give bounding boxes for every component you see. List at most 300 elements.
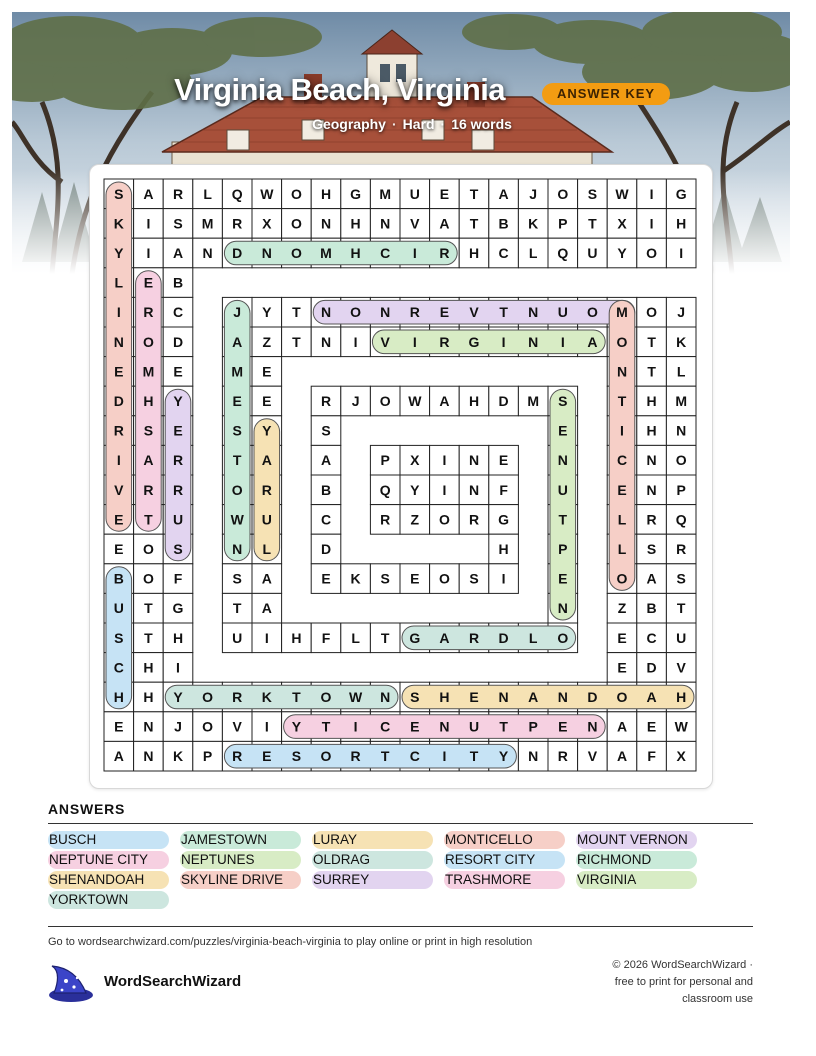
grid-letter: E bbox=[646, 718, 657, 735]
grid-letter: I bbox=[442, 452, 447, 469]
grid-letter: H bbox=[468, 393, 480, 409]
grid-letter: I bbox=[116, 452, 121, 469]
grid-letter: Y bbox=[114, 245, 124, 261]
grid-letter: N bbox=[528, 333, 539, 350]
grid-letter: E bbox=[262, 363, 272, 380]
grid-letter: U bbox=[113, 600, 124, 617]
grid-letter: U bbox=[557, 481, 568, 498]
grid-letter: U bbox=[172, 511, 184, 528]
grid-letter: V bbox=[676, 659, 686, 676]
grid-letter: I bbox=[353, 718, 358, 735]
grid-letter: H bbox=[646, 393, 657, 409]
grid-letter: M bbox=[231, 363, 244, 380]
wizard-hat-icon bbox=[46, 963, 94, 1010]
grid-letter: O bbox=[646, 245, 658, 261]
grid-letter: T bbox=[499, 304, 508, 321]
grid-letter: S bbox=[558, 393, 568, 409]
grid-letter: V bbox=[232, 718, 242, 735]
grid-letter: H bbox=[143, 393, 154, 409]
grid-letter: D bbox=[498, 393, 509, 409]
grid-letter: M bbox=[675, 393, 688, 409]
grid-letter: O bbox=[202, 689, 214, 705]
grid-letter: D bbox=[646, 659, 657, 676]
grid-letter: I bbox=[442, 481, 447, 498]
answer-word: BUSCH bbox=[48, 831, 169, 849]
grid-letter: C bbox=[113, 659, 124, 676]
found-word-highlight bbox=[106, 182, 132, 531]
grid-letter: H bbox=[143, 689, 154, 705]
grid-letter: Z bbox=[262, 333, 272, 350]
grid-letter: R bbox=[646, 511, 657, 528]
grid-letter: N bbox=[557, 689, 568, 705]
answer-word: TRASHMORE bbox=[444, 871, 565, 889]
grid-letter: S bbox=[291, 748, 302, 765]
grid-letter: T bbox=[292, 304, 301, 321]
grid-letter: J bbox=[529, 185, 538, 202]
grid-letter: A bbox=[113, 748, 124, 765]
found-word-highlight bbox=[224, 241, 457, 265]
grid-letter: W bbox=[674, 718, 688, 735]
grid-letter: H bbox=[468, 245, 480, 261]
answer-word: NEPTUNES bbox=[180, 851, 301, 869]
grid-letter: I bbox=[116, 304, 121, 321]
grid-letter: E bbox=[410, 570, 420, 587]
copyright-line: free to print for personal and bbox=[614, 976, 753, 988]
grid-letter: A bbox=[439, 215, 450, 232]
grid-letter: I bbox=[264, 718, 269, 735]
grid-letter: P bbox=[202, 748, 213, 765]
found-word-highlight bbox=[165, 685, 398, 709]
grid-letter: K bbox=[528, 215, 539, 232]
grid-letter: J bbox=[233, 304, 242, 321]
word-count-label: 16 words bbox=[451, 116, 512, 132]
grid-letter: A bbox=[616, 718, 628, 735]
grid-letter: Y bbox=[498, 748, 509, 765]
grid-letter: I bbox=[501, 333, 506, 350]
grid-letter: C bbox=[616, 452, 628, 469]
answer-word: VIRGINIA bbox=[576, 871, 697, 889]
grid-letter: R bbox=[409, 304, 420, 321]
grid-letter: P bbox=[380, 452, 390, 469]
grid-letter: Y bbox=[291, 718, 302, 735]
grid-letter: R bbox=[232, 215, 243, 232]
answer-word: YORKTOWN bbox=[48, 891, 169, 909]
grid-letter: S bbox=[232, 570, 242, 587]
grid-letter: L bbox=[114, 274, 124, 291]
grid-letter: G bbox=[172, 600, 184, 617]
grid-letter: R bbox=[113, 422, 124, 439]
grid-letter: C bbox=[409, 748, 420, 765]
grid-letter: O bbox=[290, 185, 302, 202]
grid-letter: A bbox=[587, 333, 598, 350]
separator-dot: · bbox=[391, 116, 397, 132]
grid-letter: A bbox=[261, 452, 272, 469]
grid-letter: T bbox=[588, 215, 597, 232]
grid-letter: S bbox=[676, 570, 686, 587]
grid-letter: N bbox=[202, 245, 213, 261]
grid-letter: A bbox=[498, 185, 509, 202]
grid-letter: G bbox=[409, 629, 421, 646]
grid-letter: H bbox=[676, 215, 687, 232]
grid-letter: C bbox=[320, 511, 332, 528]
grid-letter: A bbox=[143, 185, 154, 202]
answer-word: MONTICELLO bbox=[444, 831, 565, 849]
grid-letter: S bbox=[173, 215, 183, 232]
grid-letter: I bbox=[501, 570, 506, 587]
grid-letter: T bbox=[647, 333, 656, 350]
grid-letter: Z bbox=[617, 600, 627, 617]
grid-letter: A bbox=[439, 629, 450, 646]
category-label: Geography bbox=[312, 116, 386, 132]
grid-letter: O bbox=[646, 304, 658, 321]
grid-letter: C bbox=[172, 304, 184, 321]
grid-letter: D bbox=[587, 689, 598, 705]
grid-letter: R bbox=[468, 629, 480, 646]
grid-letter: I bbox=[649, 215, 654, 232]
grid-letter: J bbox=[351, 393, 360, 409]
grid-letter: E bbox=[617, 659, 627, 676]
separator-dot: · bbox=[440, 116, 446, 132]
grid-letter: P bbox=[558, 215, 568, 232]
answer-word: NEPTUNE CITY bbox=[48, 851, 169, 869]
grid-letter: U bbox=[468, 718, 480, 735]
grid-letter: H bbox=[676, 689, 687, 705]
grid-letter: U bbox=[232, 629, 243, 646]
grid-letter: F bbox=[647, 748, 656, 765]
grid-letter: K bbox=[261, 689, 272, 705]
grid-letter: N bbox=[320, 304, 332, 321]
answer-word: JAMESTOWN bbox=[180, 831, 301, 849]
grid-letter: E bbox=[173, 422, 183, 439]
grid-letter: Y bbox=[173, 393, 183, 409]
grid-letter: H bbox=[320, 185, 332, 202]
grid-letter: T bbox=[144, 600, 153, 617]
found-word-highlight bbox=[372, 330, 605, 354]
answer-word: MOUNT VERNON bbox=[576, 831, 697, 849]
grid-letter: E bbox=[262, 393, 272, 409]
grid-letter: T bbox=[144, 511, 153, 528]
grid-letter: S bbox=[469, 570, 479, 587]
answer-word: OLDRAG bbox=[312, 851, 433, 869]
grid-letter: A bbox=[143, 452, 154, 469]
grid-letter: O bbox=[616, 689, 628, 705]
grid-letter: C bbox=[380, 718, 391, 735]
grid-letter: R bbox=[380, 511, 391, 528]
grid-letter: E bbox=[439, 185, 450, 202]
grid-letter: O bbox=[290, 215, 302, 232]
grid-letter: A bbox=[439, 393, 450, 409]
grid-letter: N bbox=[498, 689, 509, 705]
grid-letter: A bbox=[261, 570, 272, 587]
grid-letter: B bbox=[646, 600, 657, 617]
grid-letter: U bbox=[409, 185, 420, 202]
grid-letter: R bbox=[350, 748, 361, 765]
grid-letter: N bbox=[557, 600, 568, 617]
grid-letter: N bbox=[143, 718, 154, 735]
grid-letter: O bbox=[142, 541, 154, 557]
grid-letter: K bbox=[350, 570, 361, 587]
grid-letter: E bbox=[558, 422, 568, 439]
grid-letter: L bbox=[203, 185, 212, 202]
grid-letter: E bbox=[173, 363, 183, 380]
grid-letter: D bbox=[498, 629, 509, 646]
grid-letter: Q bbox=[231, 185, 243, 202]
grid-letter: R bbox=[439, 245, 450, 261]
grid-letter: G bbox=[498, 511, 510, 528]
grid-letter: N bbox=[468, 452, 480, 469]
grid-letter: E bbox=[262, 748, 272, 765]
grid-letter: T bbox=[232, 452, 242, 469]
grid-letter: E bbox=[558, 718, 568, 735]
grid-letter: O bbox=[557, 629, 569, 646]
grid-letter: S bbox=[114, 629, 124, 646]
grid-letter: J bbox=[677, 304, 686, 321]
difficulty-label: Hard bbox=[402, 116, 435, 132]
grid-letter: H bbox=[172, 629, 184, 646]
grid-letter: H bbox=[350, 245, 361, 261]
grid-letter: T bbox=[469, 748, 479, 765]
grid-letter: R bbox=[143, 481, 154, 498]
grid-letter: B bbox=[172, 274, 184, 291]
grid-letter: S bbox=[173, 541, 183, 557]
grid-letter: M bbox=[616, 304, 628, 321]
grid-letter: V bbox=[469, 304, 479, 321]
grid-letter: V bbox=[380, 333, 390, 350]
grid-letter: X bbox=[617, 215, 627, 232]
grid-letter: O bbox=[586, 304, 598, 321]
grid-letter: O bbox=[231, 481, 243, 498]
grid-letter: E bbox=[617, 481, 627, 498]
grid-letter: C bbox=[380, 245, 391, 261]
answer-word: RICHMOND bbox=[576, 851, 697, 869]
divider bbox=[48, 823, 753, 824]
grid-letter: H bbox=[439, 689, 450, 705]
grid-letter: F bbox=[173, 570, 183, 587]
grid-letter: H bbox=[143, 659, 154, 676]
grid-letter: D bbox=[232, 245, 243, 261]
grid-letter: W bbox=[230, 511, 244, 528]
grid-letter: T bbox=[292, 333, 301, 350]
grid-letter: C bbox=[646, 629, 657, 646]
grid-letter: N bbox=[587, 718, 598, 735]
grid-letter: T bbox=[558, 511, 568, 528]
grid-letter: E bbox=[114, 541, 124, 557]
grid-letter: S bbox=[232, 422, 242, 439]
grid-letter: K bbox=[113, 215, 124, 232]
grid-letter: S bbox=[380, 570, 390, 587]
grid-letter: D bbox=[320, 541, 332, 557]
grid-letter: U bbox=[587, 245, 598, 261]
grid-letter: O bbox=[438, 511, 450, 528]
grid-letter: Y bbox=[262, 422, 272, 439]
grid-letter: O bbox=[142, 333, 154, 350]
grid-letter: T bbox=[647, 363, 656, 380]
grid-letter: L bbox=[351, 629, 360, 646]
grid-letter: A bbox=[232, 333, 243, 350]
grid-letter: O bbox=[616, 570, 628, 587]
grid-letter: A bbox=[646, 689, 657, 705]
grid-letter: H bbox=[646, 422, 657, 439]
answer-word: LURAY bbox=[312, 831, 433, 849]
grid-letter: N bbox=[616, 363, 628, 380]
grid-letter: O bbox=[616, 333, 628, 350]
grid-letter: O bbox=[142, 570, 154, 587]
grid-letter: R bbox=[232, 689, 243, 705]
grid-letter: R bbox=[439, 333, 450, 350]
grid-letter: H bbox=[498, 541, 509, 557]
grid-letter: Y bbox=[262, 304, 272, 321]
grid-letter: M bbox=[142, 363, 155, 380]
grid-letter: O bbox=[379, 393, 391, 409]
grid-letter: K bbox=[172, 748, 184, 765]
grid-letter: N bbox=[468, 481, 480, 498]
grid-letter: B bbox=[498, 215, 509, 232]
grid-letter: G bbox=[350, 185, 362, 202]
answer-word: SURREY bbox=[312, 871, 433, 889]
grid-letter: N bbox=[380, 689, 391, 705]
grid-letter: U bbox=[261, 511, 272, 528]
grid-letter: T bbox=[469, 215, 479, 232]
grid-letter: R bbox=[143, 304, 154, 321]
grid-letter: Q bbox=[379, 481, 391, 498]
grid-letter: S bbox=[143, 422, 154, 439]
grid-letter: M bbox=[379, 185, 392, 202]
grid-letter: E bbox=[439, 304, 450, 321]
copyright-line: © 2026 WordSearchWizard · bbox=[612, 959, 753, 971]
grid-letter: R bbox=[676, 541, 687, 557]
grid-letter: I bbox=[649, 185, 654, 202]
grid-letter: I bbox=[146, 245, 151, 261]
grid-letter: E bbox=[498, 452, 509, 469]
grid-letter: S bbox=[114, 185, 124, 202]
grid-letter: B bbox=[320, 481, 332, 498]
grid-letter: Q bbox=[675, 511, 687, 528]
grid-letter: A bbox=[646, 570, 657, 587]
grid-letter: I bbox=[560, 333, 565, 350]
grid-letter: O bbox=[675, 452, 687, 469]
grid-letter: T bbox=[380, 748, 390, 765]
grid-letter: M bbox=[320, 245, 332, 261]
copyright bbox=[553, 957, 753, 1008]
answer-word: RESORT CITY bbox=[444, 851, 565, 869]
grid-letter: E bbox=[114, 511, 124, 528]
grid-letter: A bbox=[172, 245, 184, 261]
grid-letter: T bbox=[144, 629, 153, 646]
grid-letter: L bbox=[528, 245, 538, 261]
grid-letter: N bbox=[676, 422, 687, 439]
grid-letter: O bbox=[290, 245, 302, 261]
grid-letter: I bbox=[176, 659, 180, 676]
grid-letter: E bbox=[143, 274, 154, 291]
puzzle-title: Virginia Beach, Virginia bbox=[174, 72, 505, 107]
grid-letter: S bbox=[646, 541, 657, 557]
grid-letter: O bbox=[557, 185, 569, 202]
grid-letter: R bbox=[320, 393, 332, 409]
grid-letter: Y bbox=[617, 245, 627, 261]
grid-letter: E bbox=[558, 570, 568, 587]
grid-letter: J bbox=[174, 718, 182, 735]
grid-letter: D bbox=[113, 393, 124, 409]
grid-letter: Q bbox=[557, 245, 569, 261]
grid-letter: R bbox=[172, 185, 184, 202]
grid-letter: G bbox=[675, 185, 687, 202]
grid-letter: W bbox=[348, 689, 363, 705]
grid-letter: A bbox=[261, 600, 272, 617]
grid-letter: Y bbox=[410, 481, 420, 498]
grid-letter: H bbox=[113, 689, 124, 705]
grid-letter: X bbox=[262, 215, 272, 232]
grid-letter: H bbox=[291, 629, 302, 646]
grid-letter: O bbox=[320, 748, 332, 765]
grid-letter: E bbox=[321, 570, 331, 587]
grid-letter: W bbox=[408, 393, 422, 409]
grid-letter: M bbox=[201, 215, 214, 232]
grid-letter: P bbox=[528, 718, 538, 735]
grid-letter: T bbox=[499, 718, 508, 735]
grid-letter: H bbox=[350, 215, 361, 232]
grid-letter: U bbox=[557, 304, 568, 321]
grid-letter: B bbox=[113, 570, 124, 587]
grid-letter: G bbox=[468, 333, 480, 350]
grid-letter: R bbox=[557, 748, 568, 765]
grid-letter: M bbox=[527, 393, 540, 409]
found-word-highlight bbox=[402, 626, 576, 650]
grid-letter: N bbox=[528, 748, 539, 765]
grid-letter: I bbox=[620, 422, 624, 439]
grid-letter: N bbox=[143, 748, 154, 765]
grid-letter: E bbox=[469, 689, 479, 705]
grid-letter: V bbox=[410, 215, 420, 232]
grid-letter: F bbox=[321, 629, 331, 646]
grid-letter: L bbox=[617, 511, 627, 528]
grid-letter: F bbox=[499, 481, 508, 498]
grid-letter: C bbox=[498, 245, 509, 261]
grid-letter: R bbox=[468, 511, 480, 528]
grid-letter: I bbox=[353, 333, 358, 350]
grid-letter: T bbox=[232, 600, 242, 617]
grid-letter: X bbox=[676, 748, 686, 765]
grid-letter: L bbox=[676, 363, 686, 380]
grid-letter: N bbox=[380, 215, 391, 232]
grid-letter: T bbox=[292, 689, 301, 705]
grid-letter: E bbox=[232, 393, 242, 409]
grid-letter: N bbox=[320, 333, 332, 350]
grid-letter: N bbox=[380, 304, 391, 321]
grid-letter: I bbox=[146, 215, 151, 232]
grid-letter: A bbox=[616, 748, 628, 765]
grid-letter: L bbox=[528, 629, 538, 646]
divider bbox=[48, 926, 753, 927]
grid-letter: L bbox=[617, 541, 627, 557]
grid-letter: N bbox=[557, 452, 568, 469]
grid-letter: I bbox=[412, 245, 417, 261]
grid-letter: D bbox=[172, 333, 184, 350]
grid-letter: W bbox=[260, 185, 274, 202]
grid-letter: N bbox=[646, 481, 657, 498]
grid-letter: R bbox=[232, 748, 243, 765]
grid-letter: U bbox=[676, 629, 687, 646]
grid-letter: V bbox=[114, 481, 124, 498]
answer-word: SHENANDOAH bbox=[48, 871, 169, 889]
grid-letter: T bbox=[321, 718, 331, 735]
grid-letter: T bbox=[469, 185, 479, 202]
grid-letter: I bbox=[442, 748, 447, 765]
grid-letter: E bbox=[410, 718, 420, 735]
answer-key-badge: ANSWER KEY bbox=[542, 83, 670, 105]
grid-letter: A bbox=[320, 452, 332, 469]
footer-link[interactable]: Go to wordsearchwizard.com/puzzles/virginia-beach-virginia to play online or print in high resolution bbox=[48, 936, 533, 948]
grid-letter: E bbox=[617, 629, 627, 646]
